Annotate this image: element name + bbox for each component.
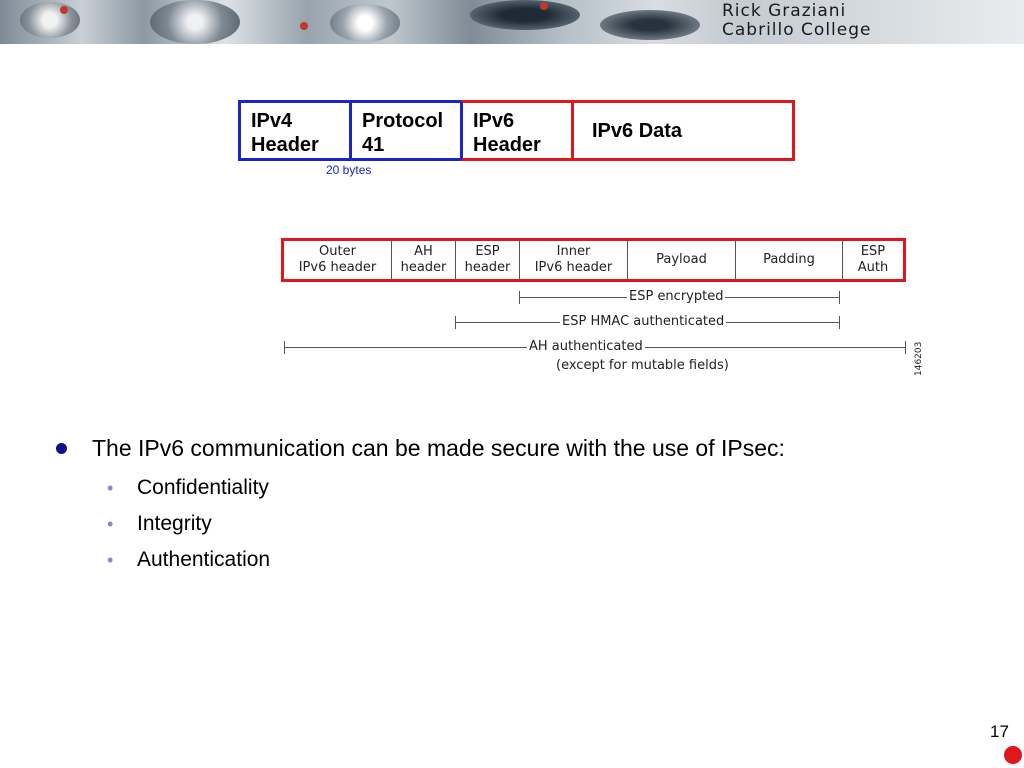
bullet-dot-icon [56, 443, 67, 454]
cell-label: IPv6 [473, 110, 515, 132]
cell-label: Header [251, 134, 319, 156]
banner-dot [300, 22, 308, 30]
red-dot-icon [1004, 746, 1022, 764]
cell-label: IPv4 [251, 110, 293, 132]
ipv6-data-cell [571, 100, 795, 161]
segment-padding: Padding [736, 241, 843, 279]
figure-id: 146203 [914, 341, 924, 376]
banner-graphic [600, 10, 700, 40]
banner-dot [540, 2, 548, 10]
sub-bullet [52, 470, 785, 506]
ah-authenticated-note: (except for mutable fields) [556, 358, 729, 373]
size-label: 20 bytes [326, 163, 372, 177]
main-bullet-text: The IPv6 communication can be made secure with the use of IPsec: [92, 435, 785, 461]
sub-bullet-list [52, 470, 785, 578]
cell-label: Header [473, 134, 541, 156]
esp-encrypted-label: ESP encrypted [629, 289, 724, 304]
bullet-dot-icon: • [107, 514, 114, 534]
ah-authenticated-label: AH authenticated [529, 339, 643, 354]
bullet-dot-icon: • [107, 550, 114, 570]
author-college: Cabrillo College [722, 20, 872, 40]
sub-bullet-text: Confidentiality [137, 476, 269, 499]
esp-hmac-label: ESP HMAC authenticated [562, 314, 725, 329]
ipv6-header-cell [460, 100, 574, 161]
cell-label: 41 [362, 134, 385, 156]
bullet-list [52, 434, 785, 578]
banner-graphic [470, 0, 580, 30]
banner-graphic [330, 4, 400, 42]
segment-esp-auth: ESP Auth [857, 244, 889, 275]
segment-ah-header: AH header [392, 241, 456, 279]
sub-bullet-text: Authentication [137, 548, 271, 571]
author-title [722, 2, 871, 40]
cell-label: IPv6 Data [592, 120, 683, 142]
sub-bullet [52, 542, 785, 578]
sub-bullet-text: Integrity [137, 512, 212, 535]
bullet-dot-icon: • [107, 478, 114, 498]
ipv4-header-cell [238, 100, 352, 161]
ipsec-packet-diagram [281, 238, 906, 282]
cell-label: Protocol [362, 110, 444, 132]
header-banner [0, 0, 1024, 44]
banner-graphic [150, 0, 240, 44]
sub-bullet [52, 506, 785, 542]
author-name: Rick Graziani [722, 1, 847, 21]
banner-dot [60, 6, 68, 14]
page-number: 17 [990, 722, 1009, 741]
segment-payload: Payload [628, 241, 736, 279]
segment-outer-ipv6-header: Outer IPv6 header [284, 241, 392, 279]
protocol-41-cell [349, 100, 463, 161]
banner-graphic [20, 2, 80, 38]
main-bullet [52, 434, 785, 462]
segment-esp-header: ESP header [456, 241, 520, 279]
segment-inner-ipv6-header: Inner IPv6 header [520, 241, 628, 279]
